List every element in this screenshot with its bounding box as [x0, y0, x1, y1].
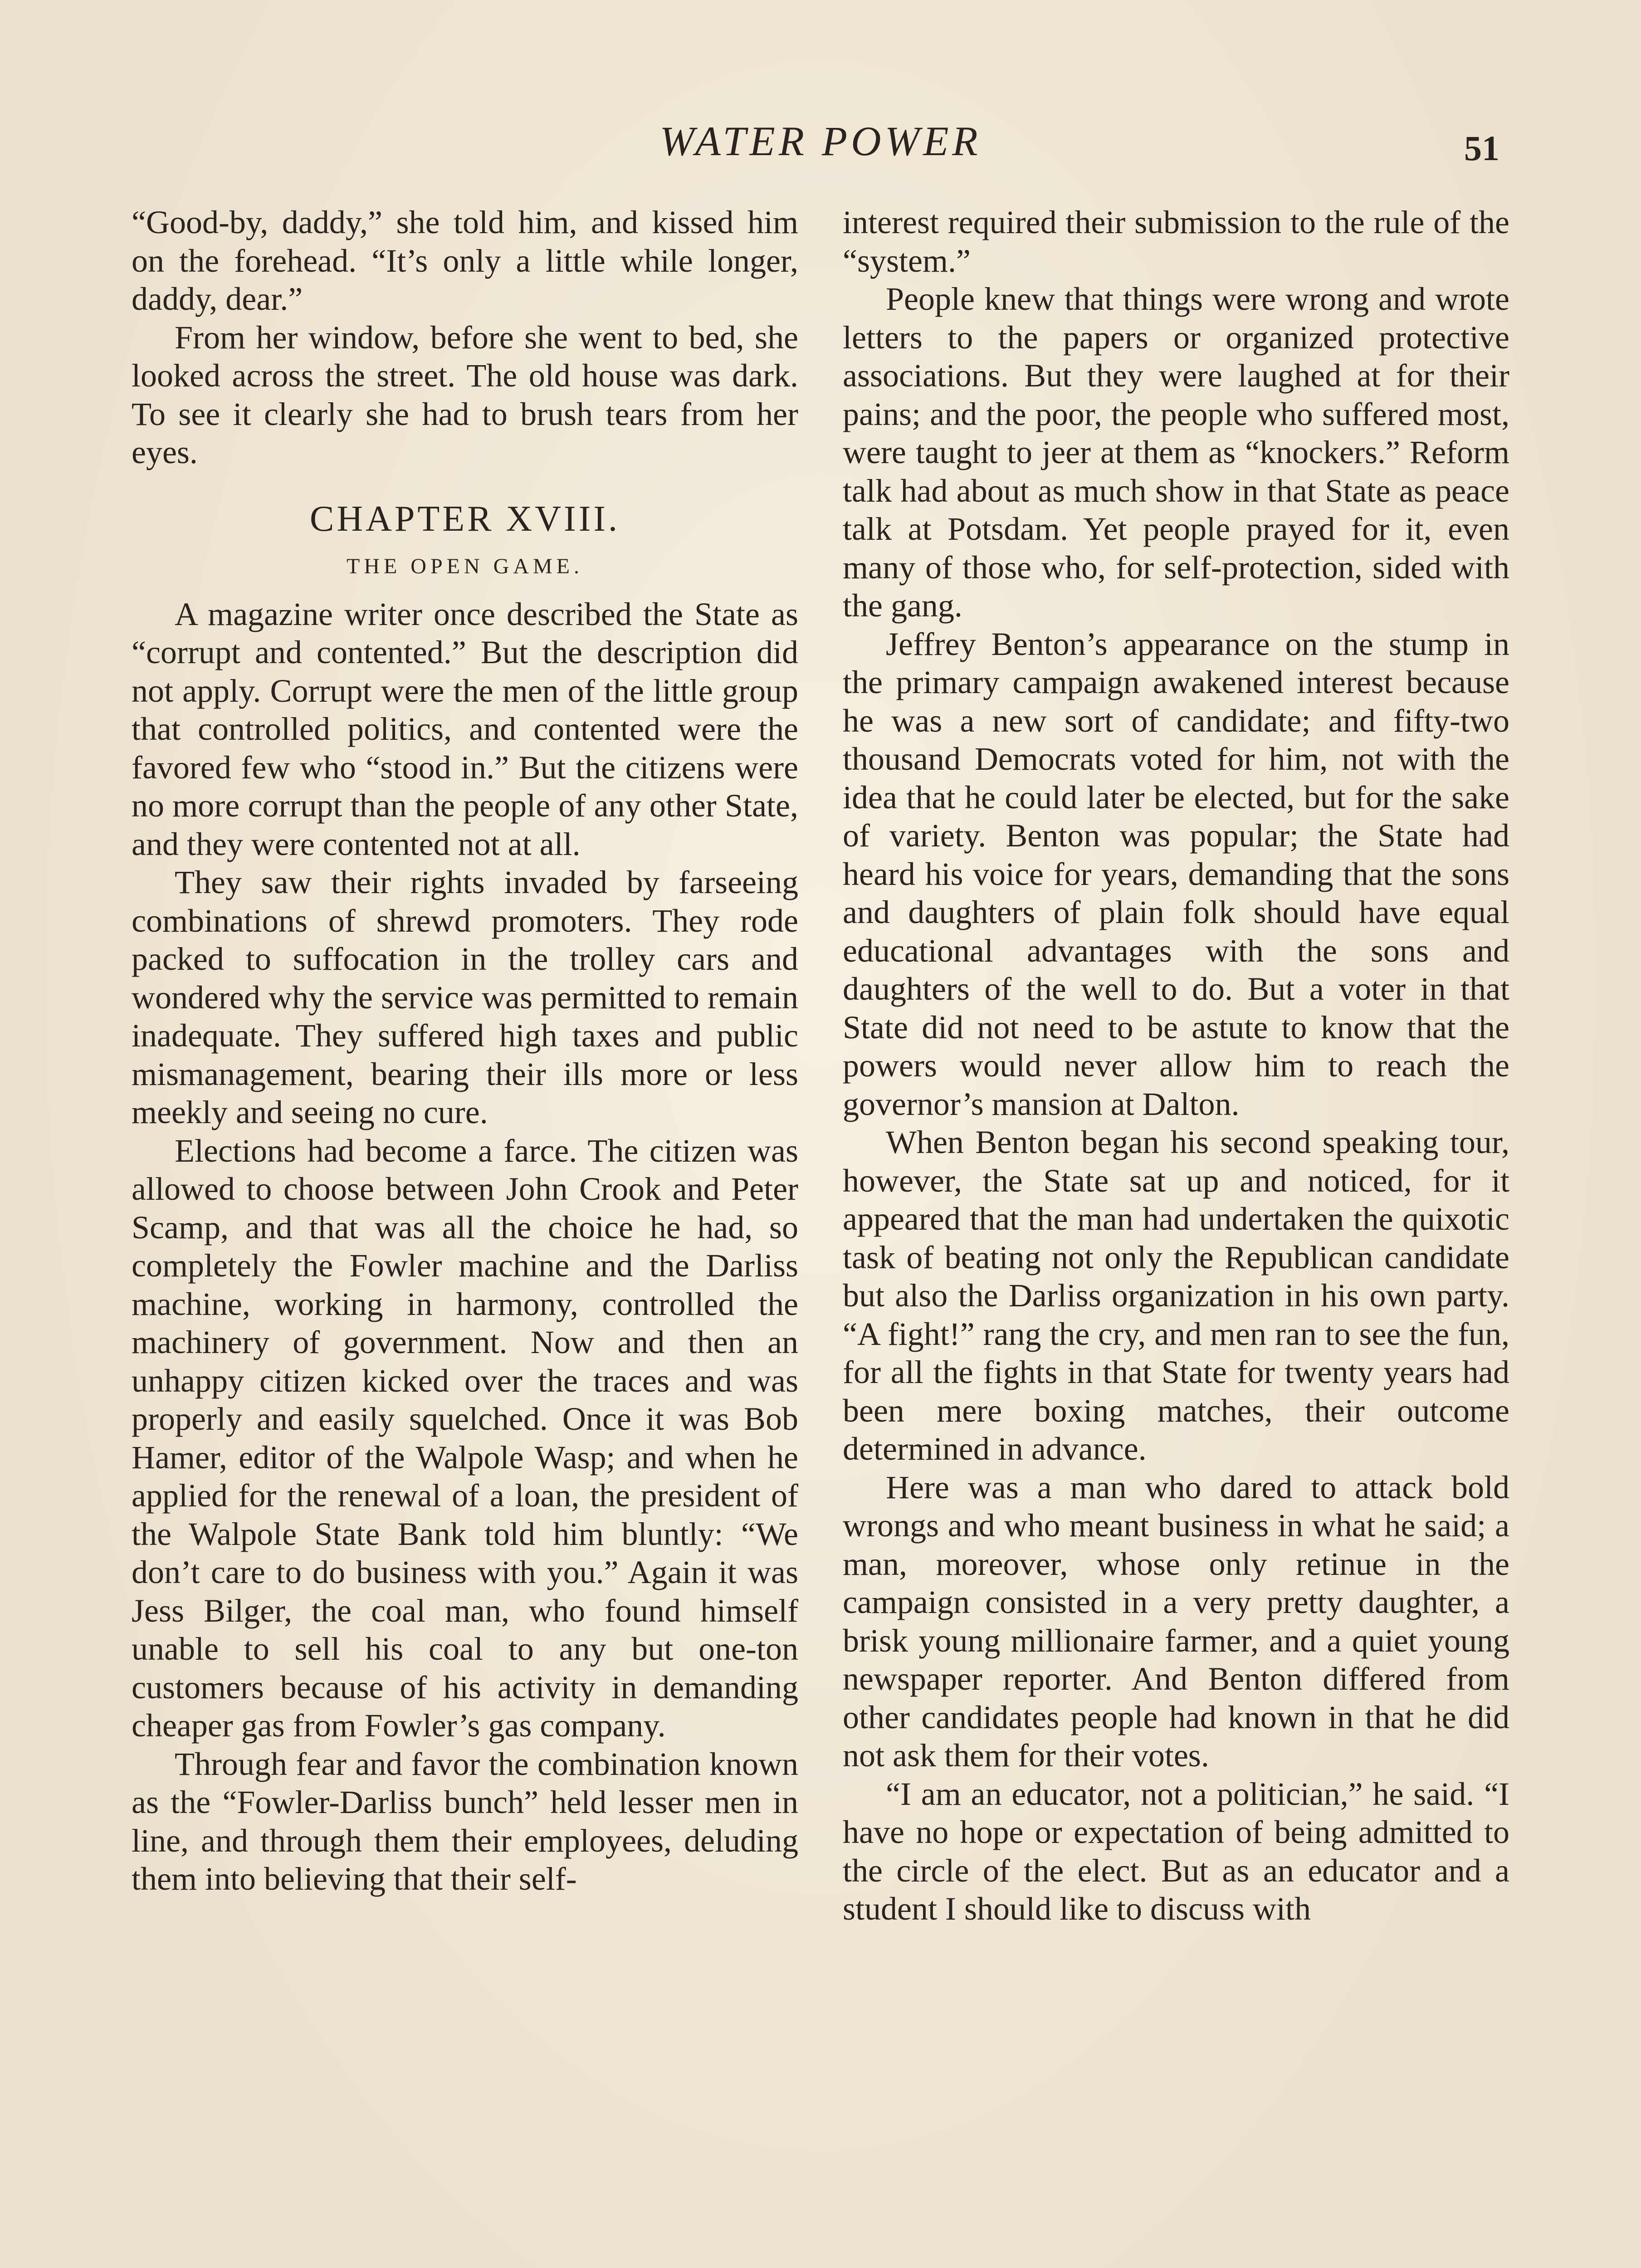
paragraph: People knew that things were wrong and wrote letters to the papers or organized protective associations. But they were laughed at for their pains; and the poor, the people who suffered most, were taught to jeer at them as “knockers.” Reform talk had about as much show in that State as peace talk at Potsdam. Yet people prayed for it, even many of those who, for self-protection, sided with the gang.: [843, 281, 1509, 624]
paragraph: “Good-by, daddy,” she told him, and kissed him on the forehead. “It’s only a little while longer, daddy, dear.”: [132, 204, 798, 317]
paragraph: From her window, before she went to bed, she looked across the street. The old house was dark. To see it clearly she had to brush tears from her eyes.: [132, 319, 798, 470]
chapter-subtitle: THE OPEN GAME.: [347, 554, 583, 578]
paragraph: Through fear and favor the combination known as the “Fowler-Darliss bunch” held lesser men in line, and through them their employees, deluding them into believing that their self-: [132, 1745, 798, 1897]
paragraph: A magazine writer once described the State as “corrupt and contented.” But the description did not apply. Corrupt were the men of the little group that controlled politics, and contented were the favored few who “stood in.” But the citizens were no more corrupt than the people of any other State, and they were contented not at all.: [132, 596, 798, 862]
page-number: 51: [1464, 128, 1499, 168]
left-column: [132, 203, 798, 2268]
right-column: [843, 203, 1509, 2268]
paragraph: Elections had become a farce. The citizen was allowed to choose between John Crook and Peter Scamp, and that was all the choice he had, so completely the Fowler machine and the Darliss machine, working in harmony, controlled the machinery of government. Now and then an unhappy citizen kicked over the traces and was properly and easily squelched. Once it was Bob Hamer, editor of the Walpole Wasp; and when he applied for the renewal of a loan, the president of the Walpole State Bank told him bluntly: “We don’t care to do business with you.” Again it was Jess Bilger, the coal man, who found himself unable to sell his coal to any but one-ton customers because of his activity in demanding cheaper gas from Fowler’s gas company.: [132, 1132, 798, 1744]
paragraph: When Benton began his second speaking tour, however, the State sat up and noticed, for it appeared that the man had undertaken the quixotic task of beating not only the Republican candidate but also the Darliss organization in his own party. “A fight!” rang the cry, and men ran to see the fun, for all the fights in that State for twenty years had been mere boxing matches, their outcome determined in advance.: [843, 1124, 1509, 1467]
paragraph: Jeffrey Benton’s appearance on the stump in the primary campaign awakened interest because he was a new sort of candidate; and fifty-two thousand Democrats voted for him, not with the idea that he could later be elected, but for the sake of variety. Benton was popular; the State had heard his voice for years, demanding that the sons and daughters of plain folk should have equal educational advantages with the sons and daughters of the well to do. But a voter in that State did not need to be astute to know that the powers would never allow him to reach the governor’s mansion at Dalton.: [843, 626, 1509, 1122]
paragraph: interest required their submission to the rule of the “system.”: [843, 204, 1509, 279]
chapter-title: CHAPTER XVIII.: [310, 499, 620, 539]
paragraph: They saw their rights invaded by farseeing combinations of shrewd promoters. They rode packed to suffocation in the trolley cars and wondered why the service was permitted to remain inadequate. They suffered high taxes and public mismanagement, bearing their ills more or less meekly and seeing no cure.: [132, 864, 798, 1130]
paragraph: “I am an educator, not a politician,” he said. “I have no hope or expectation of being admitted to the circle of the elect. But as an educator and a student I should like to discuss with: [843, 1775, 1509, 1927]
running-title: WATER POWER: [659, 118, 982, 164]
paragraph: Here was a man who dared to attack bold wrongs and who meant business in what he said; a man, moreover, whose only retinue in the campaign consisted in a very pretty daughter, a brisk young millionaire farmer, and a quiet young newspaper reporter. And Benton differed from other candidates people had known in that he did not ask them for their votes.: [843, 1469, 1509, 1774]
